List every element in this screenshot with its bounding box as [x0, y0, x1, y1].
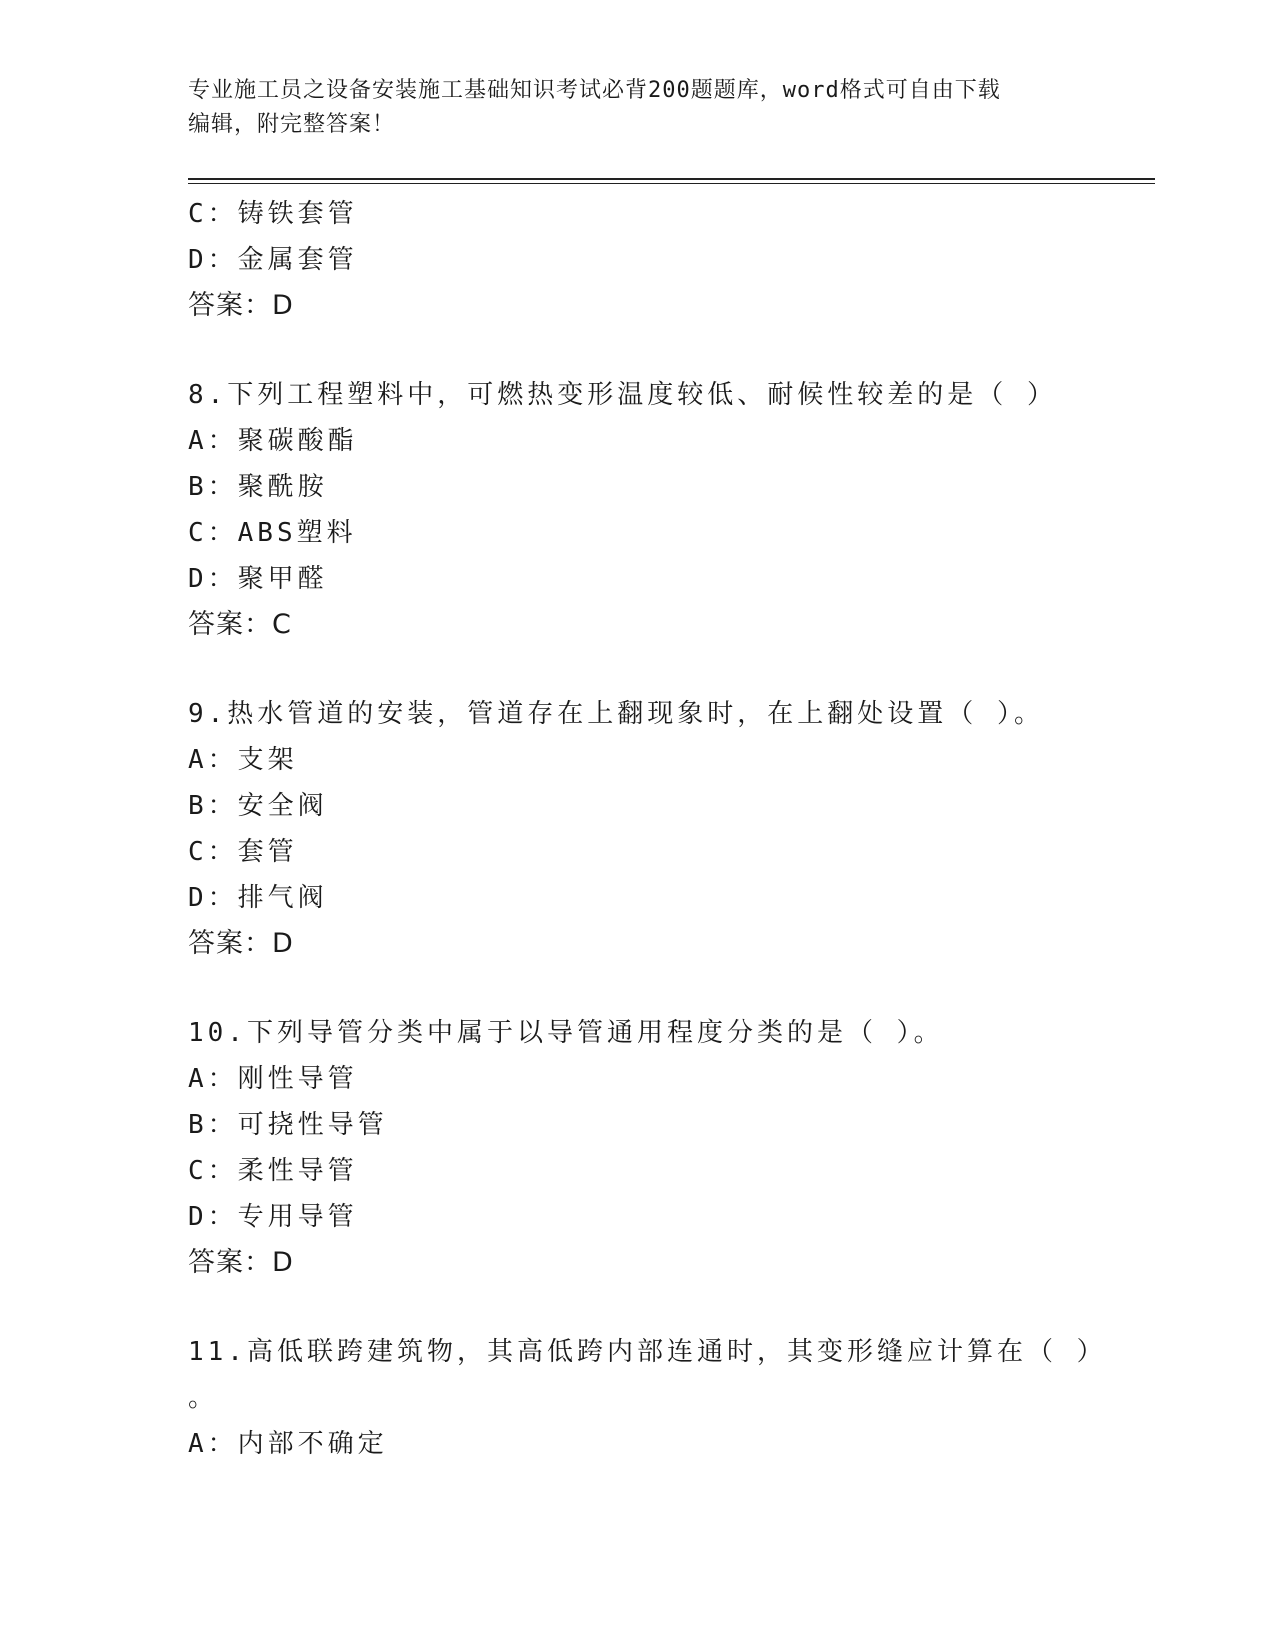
option-c: C：套管 — [188, 837, 298, 867]
option-c: C：铸铁套管 — [188, 199, 358, 229]
question-7-tail — [188, 191, 1068, 329]
option-b: B：安全阀 — [188, 791, 328, 821]
header-divider-thick — [188, 178, 1155, 180]
question-9 — [188, 691, 1068, 967]
option-a: A：内部不确定 — [188, 1429, 388, 1459]
question-11 — [188, 1329, 1107, 1467]
spacer — [188, 1286, 1068, 1329]
question-8 — [188, 372, 1068, 648]
spacer — [188, 648, 1068, 691]
option-a: A：聚碳酸酯 — [188, 426, 358, 456]
question-list — [188, 191, 1107, 1467]
header-title-line-1: 专业施工员之设备安装施工基础知识考试必背200题题库，word格式可自由下载 — [188, 78, 1001, 103]
header-title-line-2: 编辑，附完整答案！ — [188, 112, 396, 137]
option-d: D：专用导管 — [188, 1202, 358, 1232]
question-text: 10.下列导管分类中属于以导管通用程度分类的是（ ）。 — [188, 1018, 944, 1048]
document-header — [188, 74, 1068, 142]
option-a: A：支架 — [188, 745, 298, 775]
option-d: D：排气阀 — [188, 883, 328, 913]
question-text: 9.热水管道的安装，管道存在上翻现象时，在上翻处设置（ ）。 — [188, 699, 1044, 729]
spacer — [188, 967, 1068, 1010]
option-c: C：ABS塑料 — [188, 518, 357, 548]
answer-line: 答案：D — [188, 928, 294, 959]
option-d: D：金属套管 — [188, 245, 358, 275]
option-d: D：聚甲醛 — [188, 564, 328, 594]
header-divider-thin — [188, 183, 1155, 184]
question-10 — [188, 1010, 1068, 1286]
answer-line: 答案：D — [188, 1247, 294, 1278]
option-a: A：刚性导管 — [188, 1064, 358, 1094]
answer-line: 答案：C — [188, 609, 292, 640]
answer-line: 答案：D — [188, 290, 294, 321]
option-b: B：可挠性导管 — [188, 1110, 388, 1140]
spacer — [188, 329, 1068, 372]
option-c: C：柔性导管 — [188, 1156, 358, 1186]
question-text-line-1: 11.高低联跨建筑物，其高低跨内部连通时，其变形缝应计算在（ ） — [188, 1337, 1107, 1367]
question-text: 8.下列工程塑料中，可燃热变形温度较低、耐候性较差的是（ ） — [188, 380, 1057, 410]
question-text-line-2: 。 — [188, 1383, 219, 1413]
option-b: B：聚酰胺 — [188, 472, 328, 502]
